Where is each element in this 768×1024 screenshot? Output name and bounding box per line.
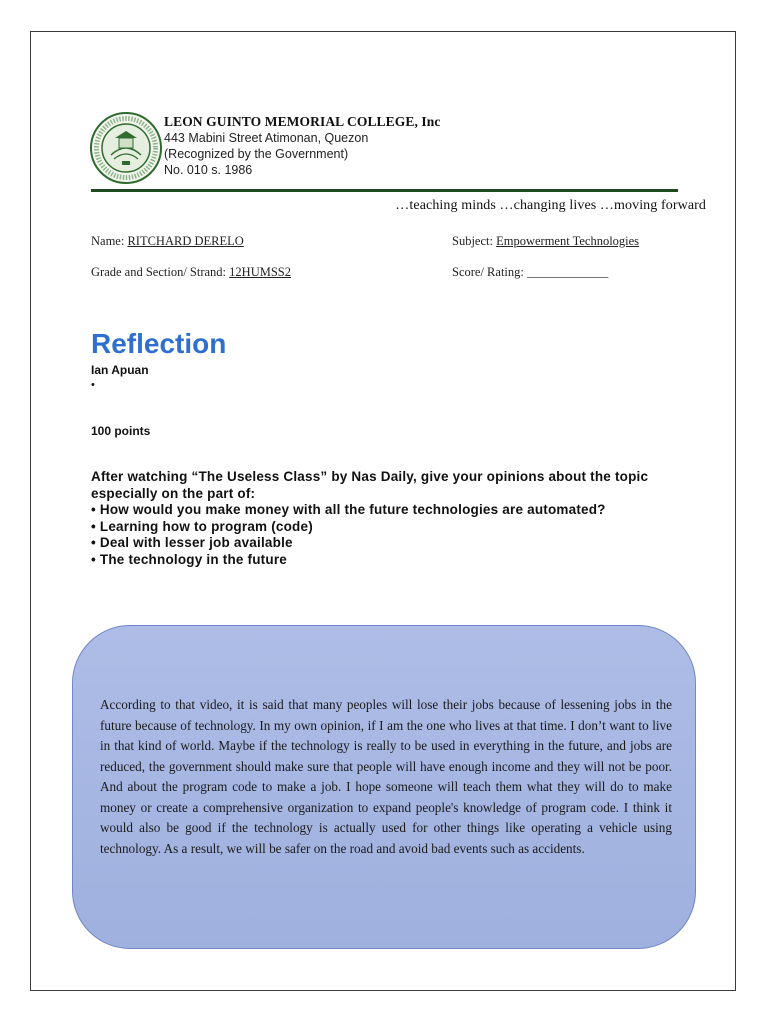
address-line: 443 Mabini Street Atimonan, Quezon xyxy=(164,131,369,145)
author-name: Ian Apuan xyxy=(91,363,149,377)
grade-section-value: 12HUMSS2 xyxy=(229,265,291,279)
prompt-item: • Learning how to program (code) xyxy=(91,519,691,536)
prompt-item: • How would you make money with all the future technologies are automated? xyxy=(91,502,691,519)
name-value: RITCHARD DERELO xyxy=(127,234,244,248)
prompt-intro: After watching “The Useless Class” by Nas Daily, give your opinions about the topic especially on the part of: xyxy=(91,469,649,501)
assignment-prompt xyxy=(91,469,691,568)
answer-box xyxy=(72,625,696,949)
score-field xyxy=(452,265,608,280)
prompt-item: • Deal with lesser job available xyxy=(91,535,691,552)
school-motto: …teaching minds …changing lives …moving forward xyxy=(395,198,706,213)
subject-field xyxy=(452,234,639,249)
college-name: LEON GUINTO MEMORIAL COLLEGE, Inc xyxy=(164,114,441,129)
score-blank: _____________ xyxy=(527,265,609,279)
score-label: Score/ Rating: xyxy=(452,265,524,279)
answer-text: According to that video, it is said that many peoples will lose their jobs because of lessening jobs in the future because of technology. In my own opinion, if I am the one who lives at that time. I don’t want to live in that kind of world. Maybe if the technology is really to be used in everything in the future, and jobs are reduced, the government should make sure that people will have enough income and they will not be poor. And about the program code to make a job. I hope someone will teach them what they will do to make money or create a comprehensive organization to expand people's knowledge of program code. I think it would also be good if the technology is actually used for other things like operating a vehicle using technology. As a result, we will be safer on the road and avoid bad events such as accidents. xyxy=(100,697,672,856)
subject-label: Subject: xyxy=(452,234,493,248)
name-label: Name: xyxy=(91,234,125,248)
name-field xyxy=(91,234,244,249)
subject-value: Empowerment Technologies xyxy=(496,234,640,248)
document-page xyxy=(30,31,736,991)
grade-section-field xyxy=(91,265,291,280)
header-divider xyxy=(91,189,678,192)
points-value: 100 points xyxy=(91,424,151,438)
prompt-list xyxy=(91,502,691,568)
registration-line: No. 010 s. 1986 xyxy=(164,163,253,177)
page-title: Reflection xyxy=(91,328,227,359)
prompt-item: • The technology in the future xyxy=(91,552,691,569)
college-seal-logo xyxy=(89,111,163,185)
recognition-line: (Recognized by the Government) xyxy=(164,147,349,161)
empty-bullet: • xyxy=(91,379,95,391)
grade-section-label: Grade and Section/ Strand: xyxy=(91,265,227,279)
